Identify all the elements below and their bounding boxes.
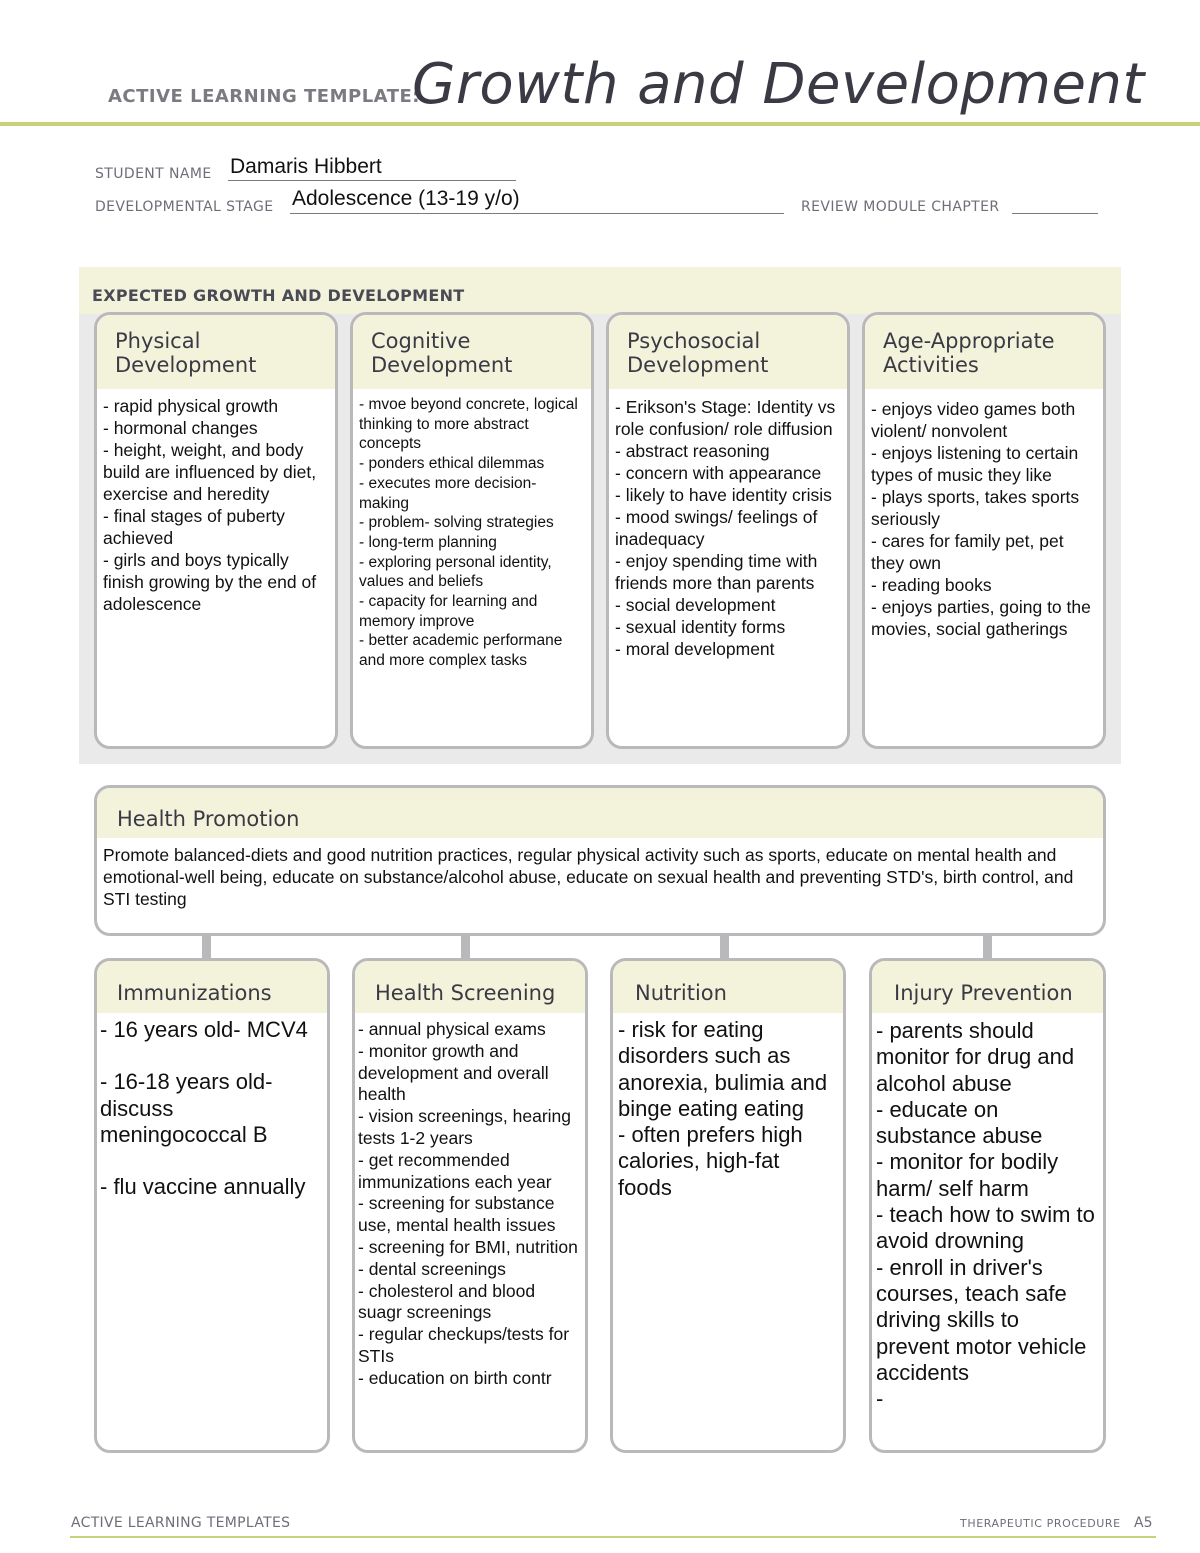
cognitive-development-list bbox=[353, 389, 591, 671]
physical-development-card bbox=[94, 312, 338, 749]
injury-prevention-card bbox=[869, 958, 1106, 1453]
list-item: - better academic performane and more complex tasks bbox=[359, 632, 567, 670]
age-appropriate-activities-list bbox=[865, 389, 1103, 640]
review-module-label: REVIEW MODULE CHAPTER bbox=[801, 199, 1000, 215]
developmental-stage-field[interactable]: Adolescence (13-19 y/o) bbox=[292, 187, 520, 210]
connector bbox=[461, 933, 470, 959]
list-item: - abstract reasoning bbox=[615, 441, 770, 461]
nutrition-heading: Nutrition bbox=[613, 961, 843, 1013]
list-item: - cholesterol and blood suagr screenings bbox=[358, 1280, 540, 1323]
list-item: - monitor for bodily harm/ self harm bbox=[876, 1149, 1065, 1201]
card-heading bbox=[353, 315, 591, 389]
list-item: - social development bbox=[615, 595, 776, 615]
list-item: - ponders ethical dilemmas bbox=[359, 455, 545, 473]
list-item: - parents should monitor for drug and alcohol abuse bbox=[876, 1018, 1081, 1096]
list-item: - enjoys video games both violent/ nonvolent bbox=[871, 399, 1081, 441]
list-item: - enjoys parties, going to the movies, social gatherings bbox=[871, 597, 1096, 639]
list-item: - exploring personal identity, values and beliefs bbox=[359, 553, 557, 591]
card-heading bbox=[97, 315, 335, 389]
list-item: - enroll in driver's courses, teach safe driving skills to prevent motor vehicle accidents bbox=[876, 1254, 1093, 1385]
list-item: - get recommended immunizations each year bbox=[358, 1149, 552, 1192]
list-item: - girls and boys typically finish growing by the end of adolescence bbox=[103, 550, 321, 614]
footer-procedure-label: THERAPEUTIC PROCEDURE bbox=[960, 1517, 1121, 1530]
immunizations-heading: Immunizations bbox=[97, 961, 327, 1013]
health-promotion-text: Promote balanced-diets and good nutrition practices, regular physical activity such as sports, educate on mental health and emotional-well being, educate on substance/alcohol abuse, educate on sexual health and preventing STD's, birth control, and STI testing bbox=[103, 845, 1074, 909]
list-item: - often prefers high calories, high-fat foods bbox=[618, 1122, 809, 1200]
list-item: - monitor growth and development and overall health bbox=[358, 1040, 554, 1105]
psychosocial-development-heading: Psychosocial Development bbox=[627, 329, 769, 377]
health-screening-heading: Health Screening bbox=[355, 961, 585, 1013]
connector bbox=[202, 933, 211, 959]
student-name-label: STUDENT NAME bbox=[95, 166, 212, 182]
list-item: - height, weight, and body build are influenced by diet, exercise and heredity bbox=[103, 440, 321, 504]
psychosocial-development-card bbox=[606, 312, 850, 749]
footer-template-label: ACTIVE LEARNING TEMPLATES bbox=[71, 1515, 291, 1531]
list-item bbox=[100, 1148, 321, 1174]
injury-prevention-heading: Injury Prevention bbox=[872, 961, 1103, 1013]
review-module-field[interactable] bbox=[1012, 213, 1098, 214]
page-number: A5 bbox=[1134, 1515, 1153, 1531]
age-appropriate-activities-card bbox=[862, 312, 1106, 749]
list-item: - sexual identity forms bbox=[615, 617, 786, 637]
student-name-line bbox=[228, 180, 516, 181]
list-item: - 16 years old- MCV4 bbox=[100, 1017, 308, 1042]
list-item: - educate on substance abuse bbox=[876, 1096, 1043, 1149]
injury-prevention-list bbox=[872, 1013, 1103, 1412]
immunizations-list bbox=[97, 1013, 327, 1200]
health-promotion-card bbox=[94, 785, 1106, 936]
list-item: - likely to have identity crisis bbox=[615, 485, 832, 505]
list-item: - capacity for learning and memory improve bbox=[359, 593, 542, 630]
list-item: - screening for BMI, nutrition bbox=[358, 1236, 578, 1257]
student-name-field[interactable]: Damaris Hibbert bbox=[230, 155, 382, 178]
health-promotion-heading: Health Promotion bbox=[97, 788, 1103, 838]
list-item: - risk for eating disorders such as anorexia, bulimia and binge eating eating bbox=[618, 1017, 834, 1121]
list-item: - hormonal changes bbox=[103, 418, 258, 438]
card-heading bbox=[865, 315, 1103, 389]
list-item: - concern with appearance bbox=[615, 463, 822, 483]
list-item: - screening for substance use, mental health issues bbox=[358, 1193, 560, 1236]
cognitive-development-heading: Cognitive Development bbox=[371, 329, 513, 377]
list-item: - Erikson's Stage: Identity vs role confusion/ role diffusion bbox=[615, 397, 841, 439]
list-item: - mood swings/ feelings of inadequacy bbox=[615, 507, 823, 549]
list-item: - education on birth contr bbox=[358, 1367, 552, 1388]
list-item: - annual physical exams bbox=[358, 1019, 546, 1039]
health-screening-card bbox=[352, 958, 588, 1453]
developmental-stage-label: DEVELOPMENTAL STAGE bbox=[95, 199, 274, 215]
list-item: - enjoys listening to certain types of music they like bbox=[871, 443, 1084, 485]
expected-growth-title: EXPECTED GROWTH AND DEVELOPMENT bbox=[92, 286, 465, 305]
card-heading bbox=[609, 315, 847, 389]
physical-development-list bbox=[97, 389, 335, 615]
nutrition-list bbox=[613, 1013, 843, 1201]
nutrition-card bbox=[610, 958, 846, 1453]
developmental-stage-line bbox=[290, 213, 784, 214]
list-item: - teach how to swim to avoid drowning bbox=[876, 1202, 1101, 1254]
list-item: - final stages of puberty achieved bbox=[103, 506, 290, 548]
list-item: - cares for family pet, pet they own bbox=[871, 531, 1069, 573]
connector bbox=[720, 933, 729, 959]
list-item: - mvoe beyond concrete, logical thinking to more abstract concepts bbox=[359, 396, 583, 453]
list-item: - flu vaccine annually bbox=[100, 1174, 306, 1200]
list-item: - problem- solving strategies bbox=[359, 514, 554, 532]
list-item: - 16-18 years old- discuss meningococcal B bbox=[100, 1069, 279, 1147]
list-item: - enjoy spending time with friends more than parents bbox=[615, 551, 823, 593]
health-screening-list bbox=[355, 1013, 585, 1390]
page-title: Growth and Development bbox=[412, 52, 1145, 117]
physical-development-heading: Physical Development bbox=[115, 329, 257, 377]
age-appropriate-activities-heading: Age-Appropriate Activities bbox=[883, 329, 1055, 377]
psychosocial-development-list bbox=[609, 389, 847, 660]
list-item: - reading books bbox=[871, 575, 992, 595]
list-item: - executes more decision-making bbox=[359, 474, 537, 512]
list-item: - vision screenings, hearing tests 1-2 years bbox=[358, 1106, 576, 1148]
list-item: - plays sports, takes sports seriously bbox=[871, 487, 1085, 529]
list-item: - rapid physical growth bbox=[103, 396, 279, 416]
list-item bbox=[100, 1043, 321, 1069]
footer-rule bbox=[70, 1536, 1156, 1538]
list-item: - moral development bbox=[615, 639, 775, 659]
connector bbox=[983, 933, 992, 959]
template-label: ACTIVE LEARNING TEMPLATE: bbox=[108, 86, 420, 107]
list-item: - long-term planning bbox=[359, 533, 497, 551]
cognitive-development-card bbox=[350, 312, 594, 749]
list-item: - dental screenings bbox=[358, 1258, 506, 1279]
list-item: - regular checkups/tests for STIs bbox=[358, 1324, 574, 1366]
immunizations-card bbox=[94, 958, 330, 1453]
list-item: - bbox=[876, 1386, 884, 1412]
header-rule bbox=[0, 122, 1200, 126]
